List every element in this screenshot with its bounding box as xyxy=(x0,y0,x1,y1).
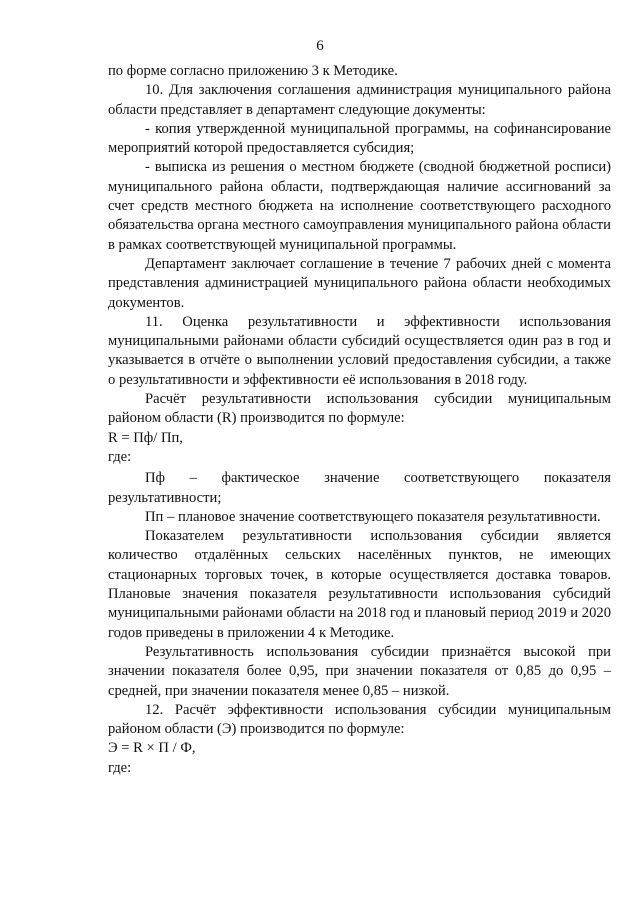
paragraph-department-agreement: Департамент заключает соглашение в течение 7 рабочих дней с момента представления администрацией муниципального района области необходимых документов. xyxy=(108,255,611,311)
definition-pp: Пп – плановое значение соответствующего показателя результативности. xyxy=(145,508,601,525)
definition-pf: Пф – фактическое значение соответствующего показателя результативности; xyxy=(108,470,611,506)
document-body xyxy=(108,62,611,778)
where-label-1: где: xyxy=(108,448,132,465)
paragraph-result-levels: Результативность использования субсидии признаётся высокой при значении показателя более 0,95, при значении показателя от 0,85 до 0,95 – средней, при значении показателя менее 0,85 – низкой. xyxy=(108,643,611,699)
where-label-2: где: xyxy=(108,759,132,776)
list-item-program-copy: - копия утвержденной муниципальной программы, на софинансирование мероприятий которой предоставляется субсидия; xyxy=(108,120,611,157)
formula-e: Э = R × П / Ф, xyxy=(108,740,196,757)
list-item-budget-extract: - выписка из решения о местном бюджете (сводной бюджетной росписи) муниципального района области, подтверждающая наличие ассигнований за счет средств местного бюджета на исполнение соответствующего расходного обязательства органа местного самоуправления муниципального района области в рамках соответствующей муниципальной программы. xyxy=(108,159,611,253)
formula-r: R = Пф/ Пп, xyxy=(108,429,183,446)
paragraph-continuation: по форме согласно приложению 3 к Методике. xyxy=(108,63,398,79)
paragraph-indicator: Показателем результативности использования субсидии является количество отдалённых сельских населённых пунктов, не имеющих стационарных торговых точек, в которые осуществляется доставка товаров. Плановые значения показателя результативности использования субсидий муниципальными районами области на 2018 год и плановый период 2019 и 2020 годов приведены в приложении 4 к Методике. xyxy=(108,528,611,641)
paragraph-r-formula-intro: Расчёт результативности использования субсидии муниципальным районом области (R) производится по формуле: xyxy=(108,391,611,427)
paragraph-12-intro: 12. Расчёт эффективности использования субсидии муниципальным районом области (Э) производится по формуле: xyxy=(108,701,611,738)
paragraph-10-intro: 10. Для заключения соглашения администрация муниципального района области представляет в департамент следующие документы: xyxy=(108,82,611,118)
paragraph-11-intro: 11. Оценка результативности и эффективности использования муниципальными районами области субсидий осуществляется один раз в год и указывается в отчёте о выполнении условий предоставления субсидии, а также о результативности и эффективности её использования в 2018 году. xyxy=(108,313,611,388)
page-number: 6 xyxy=(316,38,324,54)
